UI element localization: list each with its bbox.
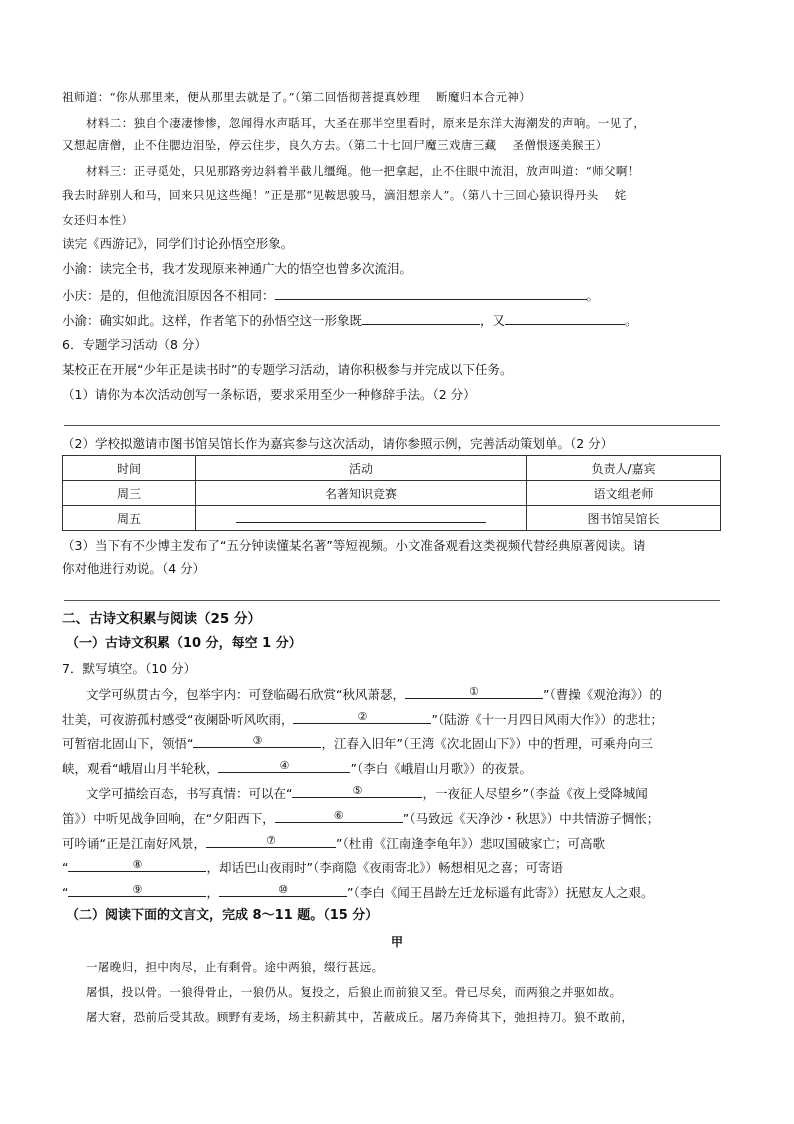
p1-line-3-a: 可暂宿北固山下，领悟“ bbox=[62, 736, 194, 751]
discussion-line-2 bbox=[62, 287, 599, 304]
excerpt-line-4: 材料三：正寻觅处，只见那路旁边斜着半截儿缰绳。他一把拿起，止不住眼中流泪，放声叫道：“师父啊！ bbox=[86, 164, 640, 178]
p2-line-4-a: “ bbox=[62, 860, 69, 875]
blank-9[interactable] bbox=[68, 884, 206, 897]
table-cell-host: 语文组老师 bbox=[527, 481, 721, 506]
passage-line-1: 一屠晚归，担中肉尽，止有剩骨。途中两狼，缀行甚远。 bbox=[86, 960, 384, 974]
p2-line-1 bbox=[86, 785, 648, 802]
marker-4: ④ bbox=[279, 759, 290, 772]
p2-line-3-b: ”（杜甫《江南逢李龟年》）悲叹国破家亡；可高歌 bbox=[335, 836, 605, 851]
blank-6[interactable] bbox=[275, 810, 403, 823]
p2-line-3 bbox=[62, 835, 605, 852]
p2-line-2-a: 笛》）中听见战争回响，在“夕阳西下， bbox=[62, 811, 275, 826]
discussion-line-3 bbox=[62, 312, 638, 329]
blank-5[interactable] bbox=[292, 785, 422, 798]
p2-line-4-b: ，却话巴山夜雨时”（李商隐《夜雨寄北》）畅想相见之喜；可寄语 bbox=[206, 860, 563, 875]
table-cell-time: 周三 bbox=[63, 481, 196, 506]
discussion-line-3-prefix: 小渝：确实如此。这样，作者笔下的孙悟空这一形象既 bbox=[62, 313, 363, 328]
excerpt-line-3: 又想起唐僧，止不住腮边泪坠，停云住步，良久方去。（第二十七回尸魔三戏唐三藏 圣僧恨逐美猴王） bbox=[62, 138, 608, 152]
excerpt-line-6: 女还归本性） bbox=[62, 213, 134, 227]
table-row bbox=[63, 481, 721, 506]
p2-line-5-b: ， bbox=[206, 885, 219, 900]
marker-8: ⑧ bbox=[132, 858, 143, 871]
table-cell-time: 周五 bbox=[63, 506, 196, 531]
blank-7[interactable] bbox=[206, 835, 336, 848]
section-2-sub-2: （二）阅读下面的文言文，完成 8～11 题。（15 分） bbox=[66, 908, 379, 923]
p2-line-1-a: 文学可描绘百态，书写真情：可以在“ bbox=[86, 786, 293, 801]
p1-line-2-a: 壮美，可夜游孤村感受“夜阑卧听风吹雨， bbox=[62, 712, 294, 727]
p1-line-3-b: ，江春入旧年”（王湾《次北固山下》）中的哲理，可乘舟向三 bbox=[321, 736, 653, 751]
passage-line-2: 屠惧，投以骨。一狼得骨止，一狼仍从。复投之，后狼止而前狼又至。骨已尽矣，而两狼之并驱如故。 bbox=[86, 985, 622, 999]
q7-title: 7．默写填空。（10 分） bbox=[62, 661, 197, 676]
p1-line-2-b: ”（陆游《十一月四日风雨大作》）的悲壮； bbox=[431, 712, 663, 727]
excerpt-line-2: 材料二：独自个凄凄惨惨，忽闻得水声聒耳，大圣在那半空里看时，原来是东洋大海潮发的声响。一见了， bbox=[86, 116, 646, 130]
answer-blank-trait-2[interactable] bbox=[505, 312, 625, 325]
table-row bbox=[63, 506, 721, 531]
blank-10[interactable] bbox=[219, 884, 347, 897]
discussion-line-3-mid: ，又 bbox=[480, 313, 506, 328]
marker-9: ⑨ bbox=[132, 883, 143, 896]
p1-line-4 bbox=[62, 760, 532, 777]
marker-2: ② bbox=[357, 710, 368, 723]
p2-line-5-c: ”（李白《闻王昌龄左迁龙标遥有此寄》）抚慰友人之艰。 bbox=[347, 885, 654, 900]
blank-4[interactable] bbox=[218, 760, 350, 773]
q6-intro: 某校正在开展“少年正是读书时”的专题学习活动，请你积极参与并完成以下任务。 bbox=[62, 362, 513, 377]
blank-1[interactable] bbox=[405, 686, 543, 699]
discussion-line-3-suffix: 。 bbox=[625, 313, 638, 328]
p2-line-1-b: ，一夜征人尽望乡”（李益《夜上受降城闻 bbox=[422, 786, 648, 801]
answer-blank-trait-1[interactable] bbox=[362, 312, 480, 325]
p1-line-1 bbox=[86, 686, 662, 703]
passage-label: 甲 bbox=[390, 935, 403, 949]
p1-line-1-a: 文学可纵贯古今，包举宇内：可登临碣石欣赏“秋风萧瑟， bbox=[86, 687, 405, 702]
p1-line-2 bbox=[62, 711, 663, 728]
q6-task-1: （1）请你为本次活动创写一条标语，要求采用至少一种修辞手法。（2 分） bbox=[62, 387, 476, 402]
table-header-time: 时间 bbox=[63, 456, 196, 481]
discussion-line-2-suffix: 。 bbox=[586, 288, 600, 303]
p2-line-2-b: ”（马致远《天净沙・秋思》）中共情游子惆怅； bbox=[402, 811, 660, 826]
excerpt-line-5: 我去时辞别人和马，回来只见这些绳！”正是那“见鞍思骏马，滴泪想亲人”。（第八十三回心猿识得丹头 姹 bbox=[62, 188, 627, 202]
marker-10: ⑩ bbox=[278, 883, 288, 896]
marker-7: ⑦ bbox=[266, 834, 276, 847]
excerpt-line-1: 祖师道：“你从那里来，便从那里去就是了。”（第二回悟彻菩提真妙理 断魔归本合元神） bbox=[62, 90, 532, 104]
p1-line-1-b: ”（曹操《观沧海》）的 bbox=[542, 687, 662, 702]
answer-blank-tears[interactable] bbox=[275, 287, 587, 300]
p1-line-4-a: 峡，观看“峨眉山月半轮秋， bbox=[62, 761, 219, 776]
answer-blank-activity[interactable] bbox=[236, 510, 486, 523]
q6-task-3-line-2: 你对他进行劝说。（4 分） bbox=[62, 561, 206, 576]
table-cell-activity: 名著知识竞赛 bbox=[196, 481, 527, 506]
p2-line-4 bbox=[62, 859, 563, 876]
marker-1: ① bbox=[469, 685, 479, 698]
p2-line-3-a: 可吟诵“正是江南好风景， bbox=[62, 836, 206, 851]
table-header-activity: 活动 bbox=[196, 456, 527, 481]
table-cell-host: 图书馆吴馆长 bbox=[527, 506, 721, 531]
section-2-title: 二、古诗文积累与阅读（25 分） bbox=[62, 611, 261, 627]
discussion-line-2-prefix: 小庆：是的，但他流泪原因各不相同： bbox=[62, 288, 275, 303]
p2-line-5 bbox=[62, 884, 653, 901]
blank-3[interactable] bbox=[193, 735, 321, 748]
p1-line-3 bbox=[62, 735, 653, 752]
q6-task-2: （2）学校拟邀请市图书馆吴馆长作为嘉宾参与这次活动，请你参照示例，完善活动策划单。（2 分） bbox=[62, 436, 614, 451]
table-header-host: 负责人/嘉宾 bbox=[527, 456, 721, 481]
marker-6: ⑥ bbox=[333, 809, 344, 822]
p1-line-4-b: ”（李白《峨眉山月歌》）的夜景。 bbox=[350, 761, 532, 776]
answer-line-persuade[interactable] bbox=[64, 600, 720, 601]
p2-line-5-a: “ bbox=[62, 885, 69, 900]
passage-line-3: 屠大窘，恐前后受其敌。顾野有麦场，场主积薪其中，苫蔽成丘。屠乃奔倚其下，弛担持刀。狼不敢前， bbox=[86, 1010, 634, 1024]
discussion-line-1: 小渝：读完全书，我才发现原来神通广大的悟空也曾多次流泪。 bbox=[62, 261, 413, 276]
q6-title: 6．专题学习活动（8 分） bbox=[62, 337, 207, 352]
blank-8[interactable] bbox=[68, 859, 206, 872]
blank-2[interactable] bbox=[293, 711, 431, 724]
p2-line-2 bbox=[62, 810, 659, 827]
discussion-intro: 读完《西游记》，同学们讨论孙悟空形象。 bbox=[62, 236, 294, 251]
activity-plan-table bbox=[62, 455, 721, 531]
marker-5: ⑤ bbox=[352, 784, 363, 797]
table-header-row bbox=[63, 456, 721, 481]
answer-line-slogan[interactable] bbox=[64, 425, 720, 426]
section-2-sub-1: （一）古诗文积累（10 分，每空 1 分） bbox=[66, 636, 302, 651]
q6-task-3-line-1: （3）当下有不少博主发布了“五分钟读懂某名著”等短视频。小文准备观看这类视频代替经典原著阅读。请 bbox=[62, 538, 646, 553]
table-cell-activity-blank[interactable] bbox=[196, 506, 527, 531]
marker-3: ③ bbox=[252, 734, 263, 747]
